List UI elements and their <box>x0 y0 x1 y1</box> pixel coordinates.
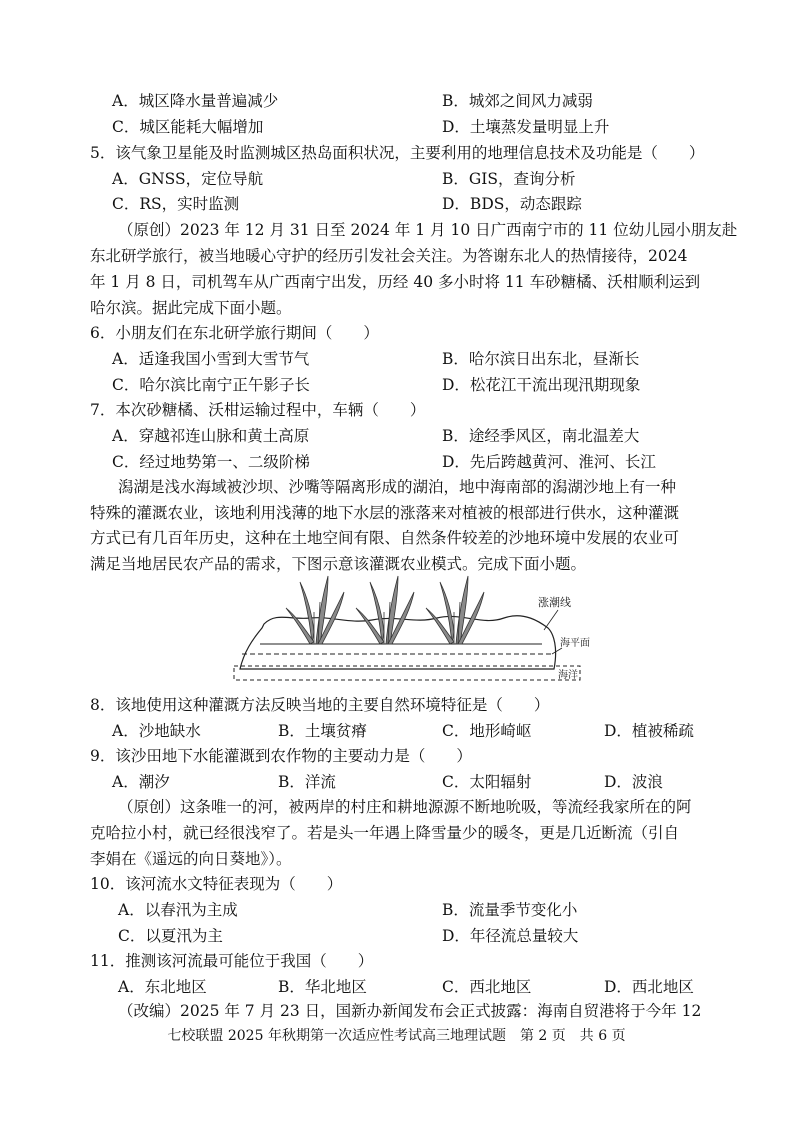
q7-option-d: D．先后跨越黄河、淮河、长江 <box>442 453 656 471</box>
passage2-line: 特殊的灌溉农业，该地利用浅薄的地下水层的涨落来对植被的根部进行供水，这种灌溉 <box>90 504 680 522</box>
passage1-line: 哈尔滨。据此完成下面小题。 <box>90 299 292 317</box>
page-footer: 七校联盟 2025 年秋期第一次适应性考试高三地理试题 第 2 页 共 6 页 <box>167 1028 626 1044</box>
q10-option-a: A．以春汛为主成 <box>118 901 238 919</box>
plant-icon <box>286 576 344 644</box>
q8-option-a: A．沙地缺水 <box>112 722 201 740</box>
tide-label: 涨潮线 <box>538 596 571 609</box>
plant-icon <box>356 576 414 644</box>
q7-option-a: A．穿越祁连山脉和黄土高原 <box>112 427 310 445</box>
q6-option-c: C．哈尔滨比南宁正午影子长 <box>112 376 310 394</box>
passage3-line: （原创）这条唯一的河，被两岸的村庄和耕地源源不断地吮吸，等流经我家所在的阿 <box>118 798 692 816</box>
q10-option-d: D．年径流总量较大 <box>442 927 579 945</box>
q8-option-c: C．地形崎岖 <box>442 722 532 740</box>
q9-option-b: B．洋流 <box>278 773 336 791</box>
q9-option-d: D．波浪 <box>604 773 663 791</box>
q11-option-a: A．东北地区 <box>118 978 207 996</box>
q6-option-a: A．适逢我国小雪到大雪节气 <box>112 350 310 368</box>
passage3-line: 克哈拉小村，就已经很浅窄了。若是头一年遇上降雪量少的暖冬，更是几近断流（引自 <box>90 824 680 842</box>
q10-option-b: B．流量季节变化小 <box>442 901 578 919</box>
q11-option-b: B．华北地区 <box>278 978 367 996</box>
q4-option-c: C．城区能耗大幅增加 <box>112 118 264 136</box>
q5-stem: 5．该气象卫星能及时监测城区热岛面积状况，主要利用的地理信息技术及功能是（ ） <box>90 144 705 162</box>
q5-option-a: A．GNSS，定位导航 <box>112 170 264 188</box>
passage1-line: 东北研学旅行，被当地暖心守护的经历引发社会关注。为答谢东北人的热情接待，2024 <box>90 247 688 265</box>
q11-option-d: D．西北地区 <box>604 978 694 996</box>
q9-stem: 9．该沙田地下水能灌溉到农作物的主要动力是（ ） <box>90 747 472 765</box>
q10-option-c: C．以夏汛为主 <box>118 927 223 945</box>
q7-stem: 7．本次砂糖橘、沃柑运输过程中，车辆（ ） <box>90 401 426 419</box>
tide-leader <box>544 610 558 630</box>
passage1-line: 年 1 月 8 日，司机驾车从广西南宁出发，历经 40 多小时将 11 车砂糖橘、沃柑顺利运到 <box>90 273 701 291</box>
plant-icon <box>426 576 484 644</box>
q4-option-a: A．城区降水量普遍减少 <box>112 92 279 110</box>
q8-stem: 8．该地使用这种灌溉方法反映当地的主要自然环境特征是（ ） <box>90 696 550 714</box>
sea-level-label: 海平面 <box>560 638 590 649</box>
ocean-box <box>234 666 580 680</box>
q9-option-a: A．潮汐 <box>112 773 170 791</box>
q5-option-d: D．BDS，动态跟踪 <box>442 195 582 213</box>
q6-stem: 6．小朋友们在东北研学旅行期间（ ） <box>90 324 379 342</box>
q5-option-c: C．RS，实时监测 <box>112 195 240 213</box>
q7-option-c: C．经过地势第一、二级阶梯 <box>112 453 310 471</box>
passage2-line: 方式已有几百年历史，这种在土地空间有限、自然条件较差的沙地环境中发展的农业可 <box>90 529 680 547</box>
q11-option-c: C．西北地区 <box>442 978 532 996</box>
q9-option-c: C．太阳辐射 <box>442 773 532 791</box>
q4-option-b: B．城郊之间风力减弱 <box>442 92 593 110</box>
passage2-line: 满足当地居民农产品的需求，下图示意该灌溉农业模式。完成下面小题。 <box>90 555 587 573</box>
passage4-line: （改编）2025 年 7 月 23 日，国新办新闻发布会正式披露：海南自贸港将于今年 12 <box>118 1002 702 1020</box>
q5-option-b: B．GIS，查询分析 <box>442 170 576 188</box>
q11-stem: 11．推测该河流最可能位于我国（ ） <box>90 952 374 970</box>
q8-option-d: D．植被稀疏 <box>604 722 694 740</box>
passage1-line: （原创）2023 年 12 月 31 日至 2024 年 1 月 10 日广西南宁市的 11 位幼儿园小朋友赴 <box>118 221 738 239</box>
q8-option-b: B．土壤贫瘠 <box>278 722 367 740</box>
irrigation-diagram <box>232 572 590 690</box>
q7-option-b: B．途经季风区，南北温差大 <box>442 427 640 445</box>
sea-label: 海洋 <box>558 670 578 681</box>
passage3-line: 李娟在《遥远的向日葵地》）。 <box>90 850 292 868</box>
q6-option-d: D．松花江干流出现汛期现象 <box>442 376 641 394</box>
q6-option-b: B．哈尔滨日出东北，昼渐长 <box>442 350 640 368</box>
passage2-line: 潟湖是浅水海域被沙坝、沙嘴等隔离形成的湖泊，地中海南部的潟湖沙地上有一种 <box>118 478 677 496</box>
q4-option-d: D．土壤蒸发量明显上升 <box>442 118 610 136</box>
q10-stem: 10．该河流水文特征表现为（ ） <box>90 875 343 893</box>
